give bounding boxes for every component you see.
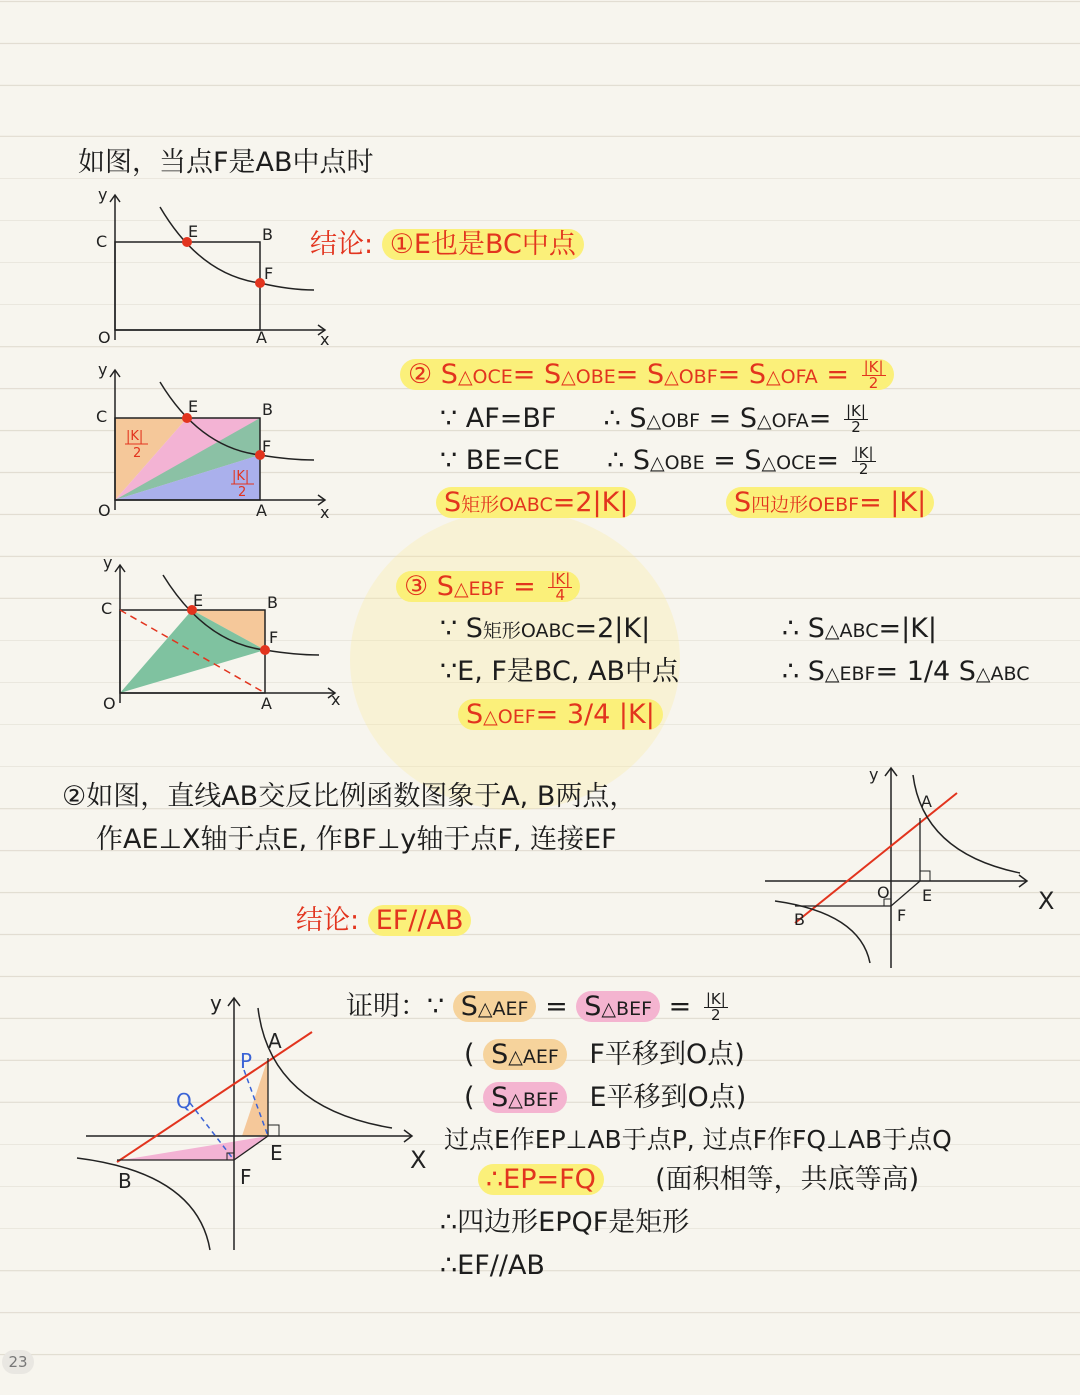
quad-area-highlight: S四边形OEBF= |K| <box>726 487 934 518</box>
graph-4 <box>765 763 1065 973</box>
e-label: E <box>188 222 199 241</box>
proof-perp: 过点E作EP⊥AB于点P, 过点F作FQ⊥AB于点Q <box>444 1125 952 1154</box>
o-label: O <box>877 883 890 902</box>
section1-title: 如图，当点F是AB中点时 <box>78 147 374 178</box>
k-label: |K| <box>232 469 250 484</box>
conclusion3-highlight: ③ S△EBF = $\frac{|K|}{4}$ <box>396 571 580 602</box>
x-label: X <box>1038 887 1055 915</box>
rect-because: ∵ S矩形OABC=2|K| <box>440 613 651 644</box>
y-label: y <box>98 360 108 379</box>
fraction: $\frac{|K|}{2}$ <box>853 444 874 478</box>
y-label: y <box>98 185 108 204</box>
b-label: B <box>267 593 278 612</box>
b-label: B <box>262 225 273 244</box>
therefore: ∴ S <box>607 445 650 476</box>
a-label: A <box>261 694 272 713</box>
aef-highlight: S△AEF <box>483 1039 567 1070</box>
a-label: A <box>921 792 932 811</box>
proof-label: 证明：∵ <box>346 991 445 1022</box>
midpoints: ∵E, F是BC, AB中点 <box>440 656 679 687</box>
proof-aef-note: ( S△AEF F平移到O点) <box>464 1039 745 1070</box>
two-label: 2 <box>238 485 247 500</box>
eq: = <box>826 359 849 390</box>
bef-highlight: S△BEF <box>576 991 660 1022</box>
a-label: A <box>256 501 267 520</box>
eq: = S <box>708 403 758 434</box>
conclusion-label: 结论: <box>296 905 360 936</box>
sub-oce: △OCE <box>457 366 513 388</box>
eq: = S <box>615 359 665 390</box>
c-label: C <box>96 407 108 426</box>
x-label: x <box>320 330 330 349</box>
b-label: B <box>118 1169 132 1193</box>
y-label: y <box>210 991 222 1015</box>
conclusion-highlight: EF//AB <box>368 905 472 936</box>
bef-highlight: S△BEF <box>483 1082 567 1113</box>
proof-ep-fq-line <box>478 1163 919 1197</box>
rect-area-highlight: S矩形OABC=2|K| <box>436 487 636 518</box>
p-label: P <box>240 1049 253 1073</box>
k-label: |K| <box>126 429 144 444</box>
section2-line1: ②如图，直线AB交反比例函数图象于A, B两点， <box>62 781 637 812</box>
fraction: $\frac{|K|}{2}$ <box>705 990 726 1024</box>
sub-obf: △OBF <box>664 366 718 388</box>
fraction: $\frac{|K|}{2}$ <box>863 358 884 392</box>
proof-rect: ∴四边形EPQF是矩形 <box>440 1207 690 1238</box>
therefore: ∴ S <box>603 403 647 434</box>
oef-area <box>458 698 663 734</box>
a-label: A <box>268 1029 282 1053</box>
graph-3 <box>95 555 345 715</box>
e-label: E <box>193 591 204 610</box>
sub-obf: △OBF <box>646 410 701 432</box>
aef-highlight: S△AEF <box>453 991 537 1022</box>
sub-obe: △OBE <box>561 366 616 388</box>
two-label: 2 <box>133 446 142 461</box>
graph-1 <box>90 185 330 349</box>
af-bf: ∵ AF=BF <box>440 403 557 434</box>
conclusion1: ①E也是BC中点 <box>382 229 584 260</box>
c2-head: ② S <box>408 359 458 390</box>
y-label: y <box>869 765 879 784</box>
conclusion-ef-ab <box>296 904 471 938</box>
eq: = S <box>512 359 562 390</box>
sub-ofa: △OFA <box>766 366 818 388</box>
a-label: A <box>256 328 267 347</box>
quad-area <box>726 486 934 522</box>
e-label: E <box>922 886 933 905</box>
sub-obe: △OBE <box>649 452 705 474</box>
o-label: O <box>98 328 111 347</box>
graph-5 <box>72 988 432 1258</box>
b-label: B <box>794 910 805 929</box>
c-label: C <box>101 599 113 618</box>
q-label: Q <box>176 1089 192 1113</box>
conclusion3 <box>396 570 580 606</box>
f-label: F <box>240 1165 252 1189</box>
x-label: x <box>320 503 330 522</box>
f-label: F <box>897 906 907 925</box>
section2-line2: 作AE⊥X轴于点E, 作BF⊥y轴于点F, 连接EF <box>96 824 617 855</box>
fraction: $\frac{|K|}{2}$ <box>845 402 866 436</box>
sub-ofa: △OFA <box>757 410 809 432</box>
conclusion1-line <box>310 228 584 262</box>
o-label: O <box>103 694 116 713</box>
be-ce-line <box>440 444 876 480</box>
graph-2 <box>90 360 330 520</box>
be-ce: ∵ BE=CE <box>440 445 560 476</box>
proof-line1 <box>346 990 728 1026</box>
rect-area <box>436 486 636 522</box>
f-label: F <box>269 628 279 647</box>
conclusion-label: 结论: <box>310 229 374 260</box>
ep-fq: ∴EP=FQ <box>478 1164 604 1195</box>
eq: = <box>808 403 832 434</box>
ep-note: (面积相等，共底等高) <box>655 1164 920 1195</box>
eq: = <box>668 991 692 1022</box>
o-label: O <box>98 501 111 520</box>
sub-oce: △OCE <box>761 452 817 474</box>
fraction: $\frac{|K|}{4}$ <box>550 570 571 604</box>
page-number: 23 <box>2 1350 34 1374</box>
oef-area-highlight: S△OEF= 3/4 |K| <box>458 699 663 730</box>
b-label: B <box>262 400 273 419</box>
conclusion2-highlight <box>400 359 894 390</box>
ebf-quarter: ∴ S△EBF= 1/4 S△ABC <box>782 656 1030 687</box>
eq: = S <box>713 445 762 476</box>
f-label: F <box>262 437 272 456</box>
c-label: C <box>96 232 108 251</box>
e-label: E <box>188 397 199 416</box>
eq: = S <box>717 359 766 390</box>
proof-bef-note: ( S△BEF E平移到O点) <box>464 1082 747 1113</box>
x-label: X <box>410 1146 427 1174</box>
eq: = <box>816 445 840 476</box>
eq: = <box>545 991 568 1022</box>
abc-area: ∴ S△ABC=|K| <box>782 613 938 644</box>
f-label: F <box>264 264 274 283</box>
af-bf-line <box>440 402 868 438</box>
conclusion2 <box>400 358 894 394</box>
proof-final: ∴EF//AB <box>440 1250 545 1281</box>
e-label: E <box>270 1141 283 1165</box>
x-label: x <box>331 690 341 709</box>
y-label: y <box>103 553 113 572</box>
